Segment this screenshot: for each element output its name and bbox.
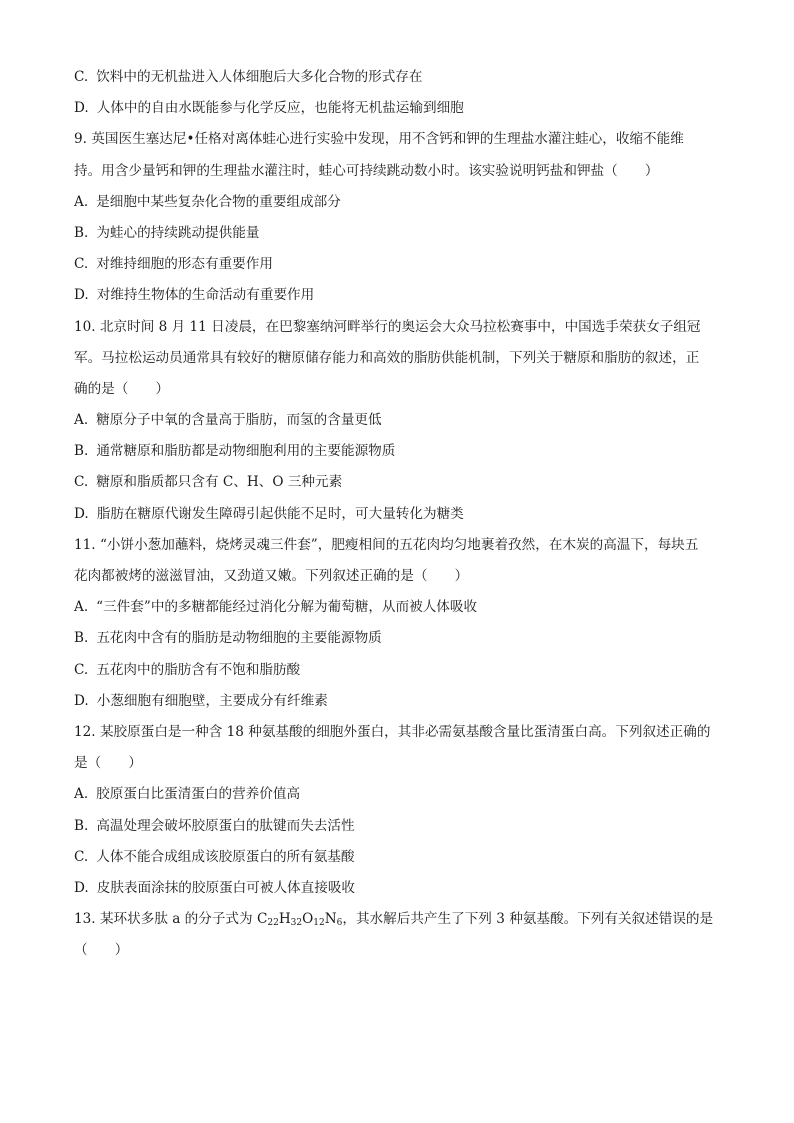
answer-option [74,405,724,436]
option-letter: D. [74,692,89,709]
question-13 [74,904,724,966]
question-stem-line: 11. “小饼小葱加蘸料，烧烤灵魂三件套”，肥瘦相间的五花肉均匀地裹着孜然，在木炭的高温下，每块五 [74,536,699,553]
answer-option [74,811,724,842]
option-letter: D. [74,100,89,117]
answer-option [74,873,724,904]
option-letter: B. [74,817,89,834]
option-text: 人体不能合成组成该胶原蛋白的所有氨基酸 [96,848,355,865]
option-text: 是细胞中某些复杂化合物的重要组成部分 [96,193,341,210]
answer-option [74,93,724,124]
question-13-stem-line-1: 13. 某环状多肽 a 的分子式为 $C_{22}H_{32}O_{12}N_6$，其水解后共产生了下列 3 种氨基酸。下列有关叙述错误的是 [74,911,714,928]
question-stem-line: 持。用含少量钙和钾的生理盐水灌注时，蛙心可持续跳动数小时。该实验说明钙盐和钾盐（ ） [74,162,659,179]
answer-option [74,655,724,686]
option-letter: D. [74,505,89,522]
answer-option [74,249,724,280]
answer-option [74,592,724,623]
answer-option [74,187,724,218]
answer-option [74,467,724,498]
option-letter: A. [74,599,89,616]
answer-option [74,623,724,654]
option-text: 糖原分子中氧的含量高于脂肪，而氢的含量更低 [96,412,382,429]
option-text: 为蛙心的持续跳动提供能量 [96,224,260,241]
answer-option [74,218,724,249]
answer-option [74,280,724,311]
option-letter: A. [74,786,89,803]
option-text: 对维持生物体的生命活动有重要作用 [96,287,315,304]
answer-option [74,686,724,717]
option-letter: A. [74,193,89,210]
question-stem-line: 9. 英国医生塞达尼•任格对离体蛙心进行实验中发现，用不含钙和钾的生理盐水灌注蛙心，收缩不能维 [74,131,684,148]
option-text: 饮料中的无机盐进入人体细胞后大多化合物的形式存在 [96,69,423,85]
answer-option [74,62,724,93]
answer-option [74,842,724,873]
option-text: “三件套”中的多糖都能经过消化分解为葡萄糖，从而被人体吸收 [96,599,478,616]
question-stem-line: 12. 某胶原蛋白是一种含 18 种氨基酸的细胞外蛋白，其非必需氨基酸含量比蛋清蛋白高。下列叙述正确的 [74,723,711,740]
option-text: 通常糖原和脂肪都是动物细胞利用的主要能源物质 [96,443,396,460]
option-letter: C. [74,661,89,678]
option-text: 高温处理会破坏胶原蛋白的肽键而失去活性 [96,817,355,834]
option-letter: B. [74,443,89,460]
option-text: 脂肪在糖原代谢发生障碍引起供能不足时，可大量转化为糖类 [96,505,464,522]
question-stem-line: 是（ ） [74,755,142,772]
option-letter: C. [74,69,89,85]
question-stem-line: 10. 北京时间 8 月 11 日凌晨，在巴黎塞纳河畔举行的奥运会大众马拉松赛事中，中国选手荣获女子组冠 [74,318,701,335]
question-stem-line: 花肉都被烤的滋滋冒油，又劲道又嫩。下列叙述正确的是（ ） [74,568,469,584]
option-text: 五花肉中的脂肪含有不饱和脂肪酸 [96,661,301,678]
question-13-stem-line-2: （ ） [74,942,129,959]
option-letter: C. [74,848,89,865]
answer-option [74,436,724,467]
option-letter: C. [74,474,89,491]
option-letter: C. [74,256,89,273]
option-text: 糖原和脂质都只含有 C、H、O 三种元素 [96,474,343,491]
exam-page [74,62,724,904]
answer-option [74,779,724,810]
option-text: 人体中的自由水既能参与化学反应，也能将无机盐运输到细胞 [96,100,464,117]
question-stem-line: 确的是（ ） [74,380,170,397]
option-letter: D. [74,287,89,304]
question-stem-line: 军。马拉松运动员通常具有较好的糖原储存能力和高效的脂肪供能机制，下列关于糖原和脂肪的叙述，正 [74,349,700,366]
option-letter: A. [74,412,89,429]
answer-option [74,499,724,530]
option-letter: B. [74,224,89,241]
option-letter: D. [74,879,89,896]
option-text: 皮肤表面涂抹的胶原蛋白可被人体直接吸收 [96,879,356,896]
option-text: 小葱细胞有细胞壁，主要成分有纤维素 [96,692,328,709]
option-text: 五花肉中含有的脂肪是动物细胞的主要能源物质 [96,630,382,647]
option-letter: B. [74,630,89,647]
option-text: 对维持细胞的形态有重要作用 [96,256,273,273]
option-text: 胶原蛋白比蛋清蛋白的营养价值高 [96,786,301,803]
